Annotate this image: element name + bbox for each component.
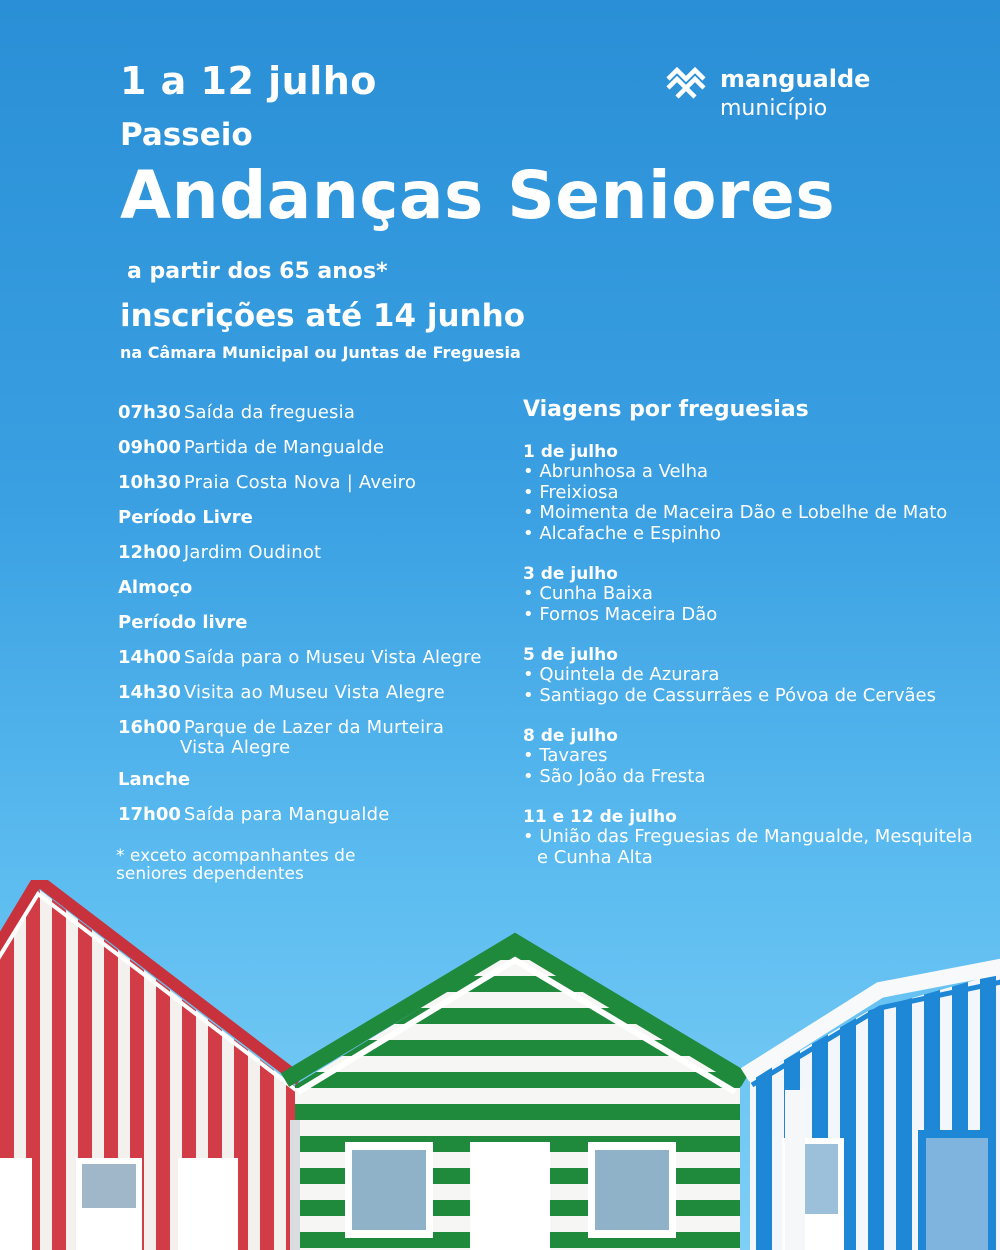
trip-parish-name: Quintela de Azurara xyxy=(539,664,720,685)
trip-parish-item xyxy=(523,827,983,868)
event-dates: 1 a 12 julho xyxy=(120,59,377,103)
trip-parish-item xyxy=(523,524,983,545)
schedule-row xyxy=(118,647,518,682)
trip-group xyxy=(523,726,983,787)
schedule-row xyxy=(118,402,518,437)
schedule-row xyxy=(118,577,518,612)
bullet-icon: • xyxy=(523,765,540,787)
mangualde-logo-icon xyxy=(665,66,707,100)
schedule-row xyxy=(118,612,518,647)
schedule-time: 14h30 xyxy=(118,682,181,703)
schedule-description: Visita ao Museu Vista Alegre xyxy=(183,682,445,703)
schedule-description: Parque de Lazer da Murteira xyxy=(183,717,445,738)
schedule-description: Partida de Mangualde xyxy=(183,437,385,458)
red-beach-house xyxy=(0,880,300,1250)
trip-date: 5 de julho xyxy=(523,645,618,665)
schedule-row xyxy=(118,437,518,472)
footnote xyxy=(116,847,416,883)
green-beach-house xyxy=(285,942,745,1250)
trip-groups xyxy=(523,442,983,868)
trip-group xyxy=(523,645,983,706)
schedule-row xyxy=(118,804,518,839)
pre-title: Passeio xyxy=(120,117,253,153)
schedule-description: Saída para Mangualde xyxy=(183,804,390,825)
bullet-icon: • xyxy=(523,745,540,766)
bullet-icon: • xyxy=(523,826,540,847)
schedule-time: 12h00 xyxy=(118,542,181,563)
bullet-icon: • xyxy=(523,461,540,482)
logo-name: mangualde xyxy=(720,65,871,93)
schedule-time: 17h00 xyxy=(118,804,181,825)
schedule-description: Praia Costa Nova | Aveiro xyxy=(183,472,417,493)
bullet-icon: • xyxy=(523,583,540,604)
footnote-line-1: * exceto acompanhantes de xyxy=(116,846,356,866)
schedule-time: 16h00 xyxy=(118,717,181,738)
schedule-time: Lanche xyxy=(118,769,191,790)
footnote-line-2: seniores dependentes xyxy=(116,864,304,884)
blue-beach-house xyxy=(745,965,1000,1250)
trip-parish-name: Freixiosa xyxy=(539,481,619,503)
schedule-time: 07h30 xyxy=(118,402,181,423)
schedule-description: Saída para o Museu Vista Alegre xyxy=(183,647,482,668)
trip-parish-item xyxy=(523,462,983,483)
trip-parish-name: Cunha Baixa xyxy=(539,583,653,604)
trip-parish-item xyxy=(523,483,983,504)
trip-group xyxy=(523,807,983,868)
schedule-time: Período livre xyxy=(118,612,248,633)
trip-parish-name: São João da Fresta xyxy=(539,765,706,787)
trip-group xyxy=(523,564,983,625)
age-requirement: a partir dos 65 anos* xyxy=(127,259,388,284)
trip-parish-name: Fornos Maceira Dão xyxy=(539,603,718,625)
schedule-row xyxy=(118,542,518,577)
trips-by-parish xyxy=(523,397,983,888)
schedule-description-cont: Vista Alegre xyxy=(180,737,291,758)
trip-date: 3 de julho xyxy=(523,564,618,584)
page-title: Andanças Seniores xyxy=(120,157,836,234)
trip-parish-item xyxy=(523,584,983,605)
trip-date: 1 de julho xyxy=(523,442,618,462)
trip-parish-name: Alcafache e Espinho xyxy=(539,522,721,544)
schedule-time: Almoço xyxy=(118,577,193,598)
schedule-time: 09h00 xyxy=(118,437,181,458)
logo-subtitle: município xyxy=(720,96,828,121)
schedule-description: Jardim Oudinot xyxy=(183,542,322,563)
registration-deadline: inscrições até 14 junho xyxy=(120,298,525,334)
trip-parish-name: Moimenta de Maceira Dão e Lobelhe de Mato xyxy=(539,502,948,523)
schedule-row xyxy=(118,472,518,507)
trips-heading: Viagens por freguesias xyxy=(523,397,809,422)
bullet-icon: • xyxy=(523,522,540,544)
trip-group xyxy=(523,442,983,544)
trip-parish-item xyxy=(523,686,983,707)
trip-parish-item xyxy=(523,767,983,788)
trip-parish-item xyxy=(523,503,983,524)
trip-parish-item xyxy=(523,605,983,626)
trip-parish-item xyxy=(523,665,983,686)
schedule-time: 10h30 xyxy=(118,472,181,493)
schedule-time: Período Livre xyxy=(118,507,253,528)
bullet-icon: • xyxy=(523,502,540,523)
bullet-icon: • xyxy=(523,603,540,625)
trip-parish-name: União das Freguesias de Mangualde, Mesquitela e Cunha Alta xyxy=(537,826,973,868)
trip-parish-item xyxy=(523,746,983,767)
beach-houses-illustration xyxy=(0,880,1000,1250)
schedule-time: 14h00 xyxy=(118,647,181,668)
registration-location: na Câmara Municipal ou Juntas de Freguesia xyxy=(120,343,521,362)
trip-parish-name: Abrunhosa a Velha xyxy=(539,461,709,482)
schedule-row xyxy=(118,682,518,717)
schedule-row xyxy=(118,507,518,542)
bullet-icon: • xyxy=(523,664,540,685)
bullet-icon: • xyxy=(523,684,540,706)
trip-date: 8 de julho xyxy=(523,726,618,746)
trip-date: 11 e 12 de julho xyxy=(523,807,677,827)
trip-parish-name: Santiago de Cassurrães e Póvoa de Cervães xyxy=(539,684,936,706)
schedule-row xyxy=(118,769,518,804)
trip-parish-name: Tavares xyxy=(539,745,608,766)
schedule-row xyxy=(118,717,518,769)
schedule-description: Saída da freguesia xyxy=(183,402,356,423)
schedule xyxy=(118,402,518,839)
bullet-icon: • xyxy=(523,481,540,503)
